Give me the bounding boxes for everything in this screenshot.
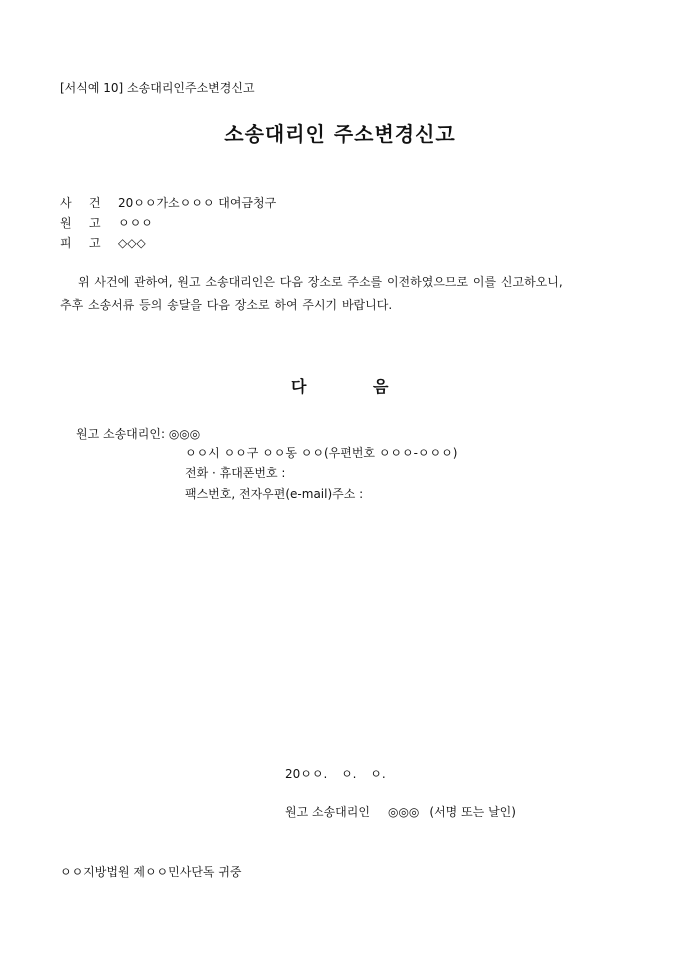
case-value: 20ㅇㅇ가소ㅇㅇㅇ 대여금청구 [118, 196, 277, 210]
signature-name: ◎◎◎ [387, 805, 420, 819]
agent-phone: 전화 · 휴대폰번호 : [185, 466, 286, 480]
plaintiff-label-a: 원 [60, 216, 72, 230]
case-label-b: 건 [89, 196, 101, 210]
defendant-label-a: 피 [60, 236, 72, 250]
body-line-1: 위 사건에 관하여, 원고 소송대리인은 다음 장소로 주소를 이전하였으므로 이를 신고하오니, [78, 275, 563, 289]
agent-label: 원고 소송대리인: ◎◎◎ [76, 427, 201, 441]
plaintiff-label-b: 고 [89, 216, 101, 230]
agent-fax-email: 팩스번호, 전자우편(e-mail)주소 : [185, 487, 364, 501]
signature-label: 원고 소송대리인 [285, 805, 370, 819]
filing-date: 20ㅇㅇ. ㅇ. ㅇ. [285, 767, 386, 781]
plaintiff-value: ㅇㅇㅇ [118, 216, 153, 230]
court-addressee: ㅇㅇ지방법원 제ㅇㅇ민사단독 귀중 [60, 865, 242, 879]
signature-note: (서명 또는 날인) [429, 805, 516, 819]
defendant-label-b: 고 [89, 236, 101, 250]
heading-char-1: 다 [291, 377, 307, 396]
heading-char-2: 음 [373, 377, 389, 396]
agent-address: ㅇㅇ시 ㅇㅇ구 ㅇㅇ동 ㅇㅇ(우편번호 ㅇㅇㅇ-ㅇㅇㅇ) [185, 446, 458, 460]
body-line-2: 추후 소송서류 등의 송달을 다음 장소로 하여 주시기 바랍니다. [60, 298, 393, 312]
form-label: [서식예 10] 소송대리인주소변경신고 [60, 81, 255, 95]
case-row-plaintiff [60, 214, 153, 231]
defendant-value: ◇◇◇ [118, 236, 146, 250]
case-row-case [60, 194, 276, 211]
signature-line [285, 803, 516, 820]
body-paragraph [60, 271, 630, 317]
case-row-defendant [60, 234, 146, 251]
document-title: 소송대리인 주소변경신고 [224, 122, 456, 146]
case-label-a: 사 [60, 196, 72, 210]
